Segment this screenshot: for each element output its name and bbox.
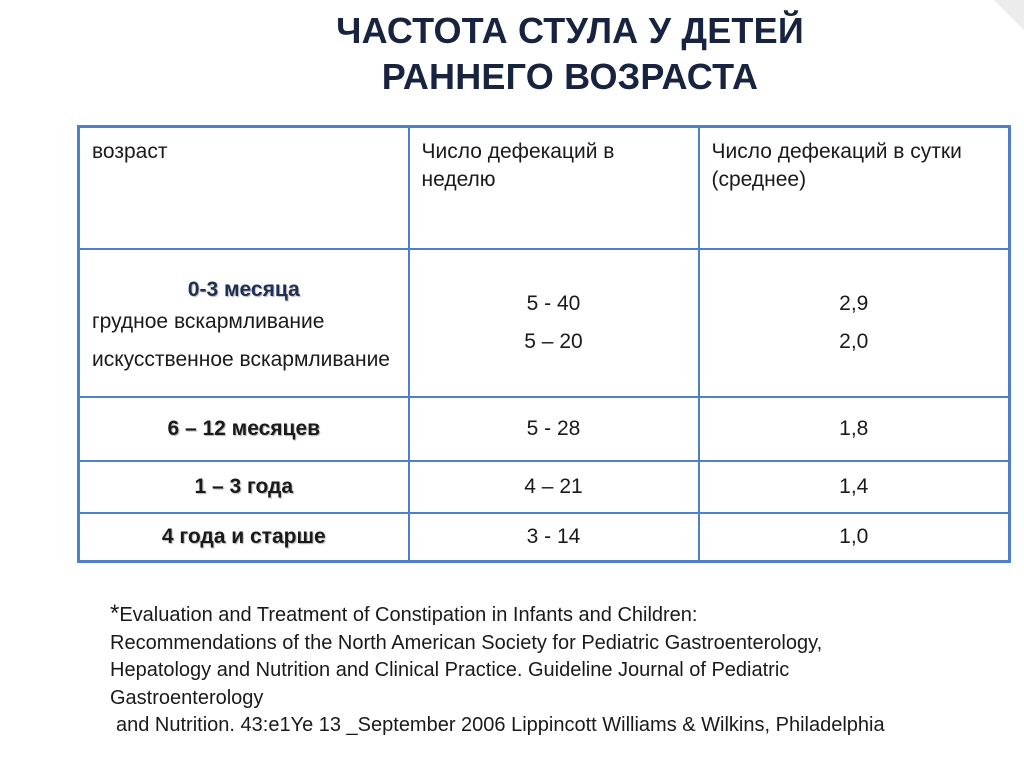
weekly-cell-0-3-months (409, 249, 699, 397)
footnote-line-5: and Nutrition. 43:e1Ye 13 _September 2006 Lippincott Williams & Wilkins, Philadelphia (116, 714, 885, 736)
weekly-cell: 5 - 28 (409, 397, 699, 461)
breast-daily-value: 2,9 (839, 292, 869, 315)
table-row (79, 397, 1010, 461)
age-cell: 4 года и старше (79, 513, 409, 562)
table-header-row (79, 127, 1010, 250)
age-cell-0-3-months (79, 249, 409, 397)
footnote-line-1-text: Evaluation and Treatment of Constipation in Infants and Children: (119, 604, 698, 626)
weekly-cell: 3 - 14 (409, 513, 699, 562)
header-age: возраст (79, 127, 409, 250)
table-row (79, 513, 1010, 562)
header-weekly: Число дефекаций в неделю (409, 127, 699, 250)
header-daily: Число дефекаций в сутки (среднее) (699, 127, 1010, 250)
breast-feeding-label: грудное вскармливание (92, 310, 325, 333)
footnote-line-4: Gastroenterology (110, 686, 264, 709)
daily-cell: 1,0 (699, 513, 1010, 562)
table-row-0-3-months (79, 249, 1010, 397)
formula-weekly-value: 5 – 20 (524, 330, 583, 353)
footnote-line-3: Hepatology and Nutrition and Clinical Practice. Guideline Journal of Pediatric (110, 659, 790, 681)
formula-feeding-label: искусственное вскармливание (92, 348, 390, 371)
formula-daily-value: 2,0 (839, 330, 869, 353)
footnote-line-2: Recommendations of the North American Society for Pediatric Gastroenterology, (110, 631, 823, 654)
breast-weekly-value: 5 - 40 (526, 292, 581, 315)
footnote-citation (110, 600, 1010, 740)
stool-frequency-table (77, 125, 1011, 563)
daily-cell: 1,8 (699, 397, 1010, 461)
weekly-cell: 4 – 21 (409, 461, 699, 513)
age-cell: 1 – 3 года (79, 461, 409, 513)
daily-cell: 1,4 (699, 461, 1010, 513)
age-cell: 6 – 12 месяцев (79, 397, 409, 461)
footnote-line-1 (110, 600, 1010, 630)
table-row (79, 461, 1010, 513)
title-line-1: ЧАСТОТА СТУЛА У ДЕТЕЙ (336, 10, 804, 51)
title-line-2: РАННЕГО ВОЗРАСТА (381, 56, 759, 97)
page-corner-decoration (994, 0, 1024, 30)
page-title (250, 8, 890, 100)
daily-cell-0-3-months (699, 249, 1010, 397)
footnote-star: * (110, 600, 120, 627)
age-title-0-3-months: 0-3 месяца (187, 278, 300, 301)
